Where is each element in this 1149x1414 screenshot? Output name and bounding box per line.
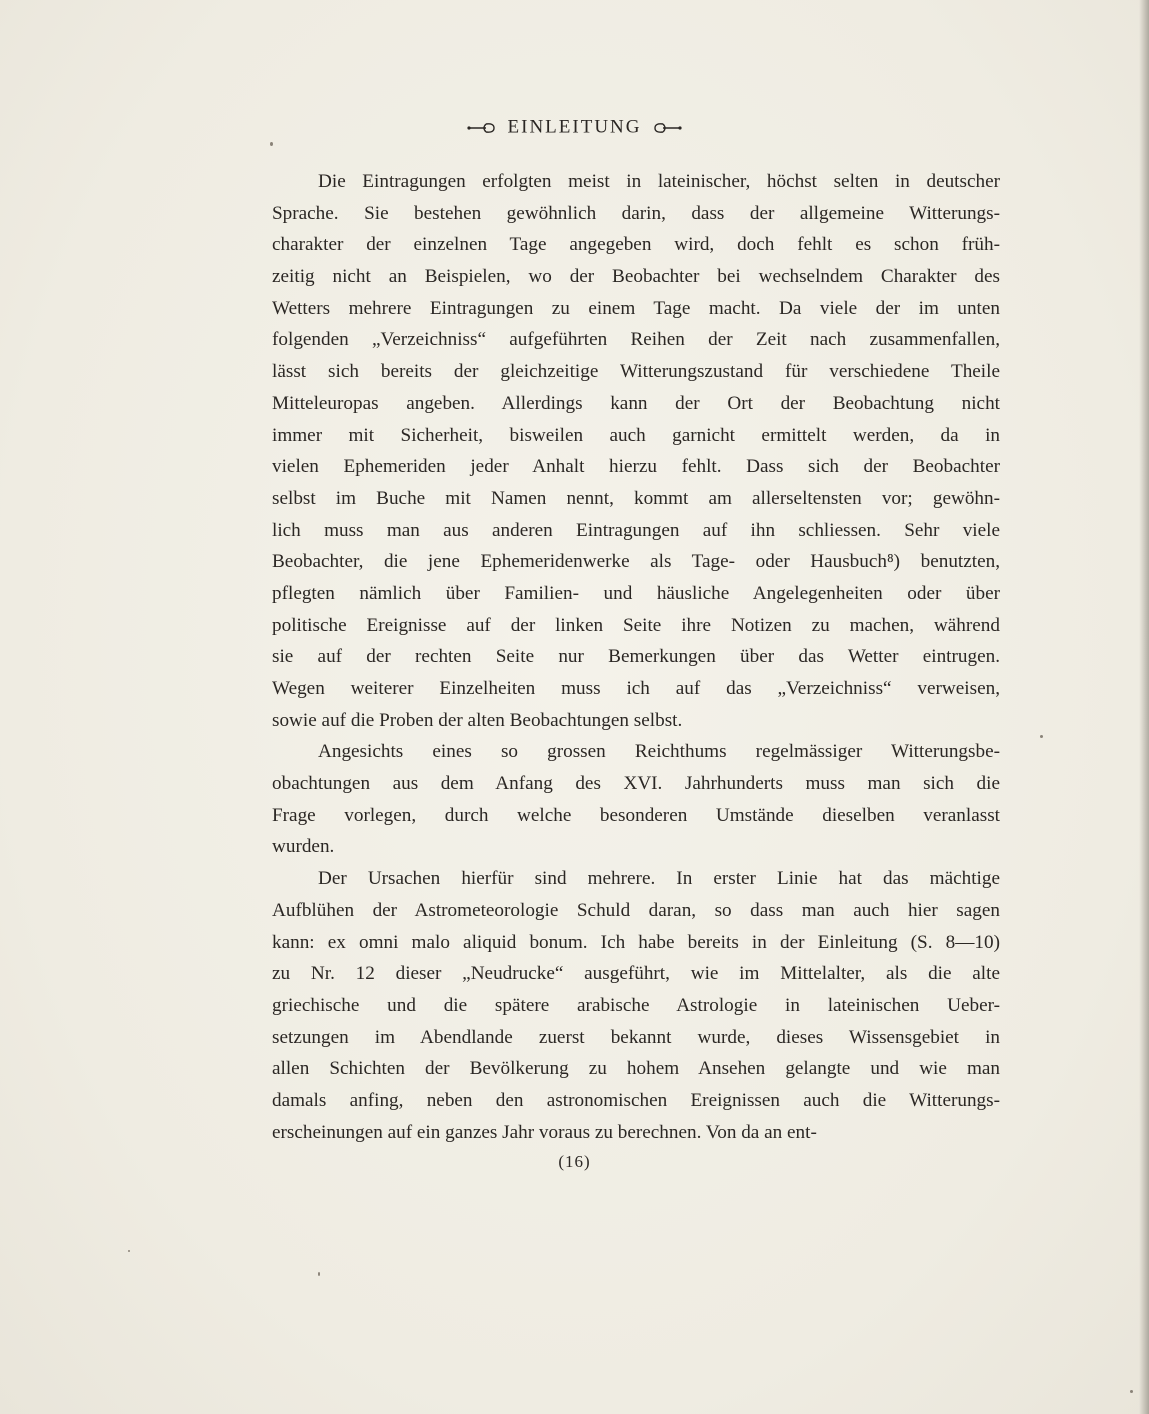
key-ornament-right-icon bbox=[652, 122, 682, 134]
text-line: Der Ursachen hierfür sind mehrere. In erster Linie hat das mächtige bbox=[318, 868, 1000, 890]
text-line: zu Nr. 12 dieser „Neudrucke“ ausgeführt, wie im Mittelalter, als die alte bbox=[272, 963, 1000, 985]
text-line: sie auf der rechten Seite nur Bemerkungen über das Wetter eintrugen. bbox=[272, 646, 1000, 668]
paper-speck bbox=[1130, 1390, 1133, 1393]
text-line: allen Schichten der Bevölkerung zu hohem Ansehen gelangte und wie man bbox=[272, 1058, 1000, 1080]
text-line: Aufblühen der Astrometeorologie Schuld daran, so dass man auch hier sagen bbox=[272, 899, 1000, 921]
text-line: Wetters mehrere Eintragungen zu einem Tage macht. Da viele der im unten bbox=[272, 297, 1000, 319]
text-line: immer mit Sicherheit, bisweilen auch garnicht ermittelt werden, da in bbox=[272, 424, 1000, 446]
running-header bbox=[0, 116, 1149, 139]
text-line: folgenden „Verzeichniss“ aufgeführten Reihen der Zeit nach zusammenfallen, bbox=[272, 329, 1000, 351]
header-title: EINLEITUNG bbox=[507, 116, 642, 138]
text-line: Beobachter, die jene Ephemeridenwerke als Tage- oder Hausbuch⁸) benutzten, bbox=[272, 551, 1000, 573]
text-line: selbst im Buche mit Namen nennt, kommt am allerseltensten vor; gewöhn- bbox=[272, 487, 1000, 509]
paper-speck bbox=[318, 1272, 320, 1276]
text-line: Die Eintragungen erfolgten meist in lateinischer, höchst selten in deutscher bbox=[318, 171, 1000, 192]
text-line: wurden. bbox=[272, 836, 335, 858]
text-line: Mitteleuropas angeben. Allerdings kann der Ort der Beobachtung nicht bbox=[272, 392, 1000, 414]
page-edge-shadow bbox=[1139, 0, 1149, 1414]
text-line: vielen Ephemeriden jeder Anhalt hierzu fehlt. Dass sich der Beobachter bbox=[272, 456, 1000, 478]
text-line: lich muss man aus anderen Eintragungen auf ihn schliessen. Sehr viele bbox=[272, 519, 1000, 541]
paper-speck bbox=[270, 142, 273, 146]
text-line: politische Ereignisse auf der linken Seite ihre Notizen zu machen, während bbox=[272, 614, 1000, 636]
key-ornament-left-icon bbox=[467, 122, 497, 134]
text-line: damals anfing, neben den astronomischen Ereignissen auch die Witterungs- bbox=[272, 1089, 1000, 1111]
text-line: obachtungen aus dem Anfang des XVI. Jahrhunderts muss man sich die bbox=[272, 773, 1000, 795]
text-line: griechische und die spätere arabische Astrologie in lateinischen Ueber- bbox=[272, 994, 1000, 1016]
page-number: (16) bbox=[558, 1152, 591, 1171]
text-line: Angesichts eines so grossen Reichthums regelmässiger Witterungsbe- bbox=[318, 741, 1000, 763]
text-line: charakter der einzelnen Tage angegeben wird, doch fehlt es schon früh- bbox=[272, 234, 1000, 256]
text-line: erscheinungen auf ein ganzes Jahr voraus zu berechnen. Von da an ent- bbox=[272, 1121, 817, 1143]
text-line: kann: ex omni malo aliquid bonum. Ich habe bereits in der Einleitung (S. 8—10) bbox=[272, 931, 1000, 953]
text-line: setzungen im Abendlande zuerst bekannt wurde, dieses Wissensgebiet in bbox=[272, 1026, 1000, 1048]
text-line: zeitig nicht an Beispielen, wo der Beobachter bei wechselndem Charakter des bbox=[272, 266, 1000, 288]
paper-speck bbox=[128, 1250, 130, 1252]
text-line: lässt sich bereits der gleichzeitige Witterungszustand für verschiedene Theile bbox=[272, 361, 1000, 383]
text-line: Frage vorlegen, durch welche besonderen Umstände dieselben veranlasst bbox=[272, 804, 1000, 826]
body-text bbox=[272, 166, 1000, 1148]
text-line: sowie auf die Proben der alten Beobachtungen selbst. bbox=[272, 709, 683, 731]
text-line: Wegen weiterer Einzelheiten muss ich auf das „Verzeichniss“ verweisen, bbox=[272, 678, 1000, 699]
paper-speck bbox=[1040, 735, 1043, 738]
text-line: pflegten nämlich über Familien- und häusliche Angelegenheiten oder über bbox=[272, 582, 1000, 604]
text-line: Sprache. Sie bestehen gewöhnlich darin, dass der allgemeine Witterungs- bbox=[272, 202, 1000, 224]
